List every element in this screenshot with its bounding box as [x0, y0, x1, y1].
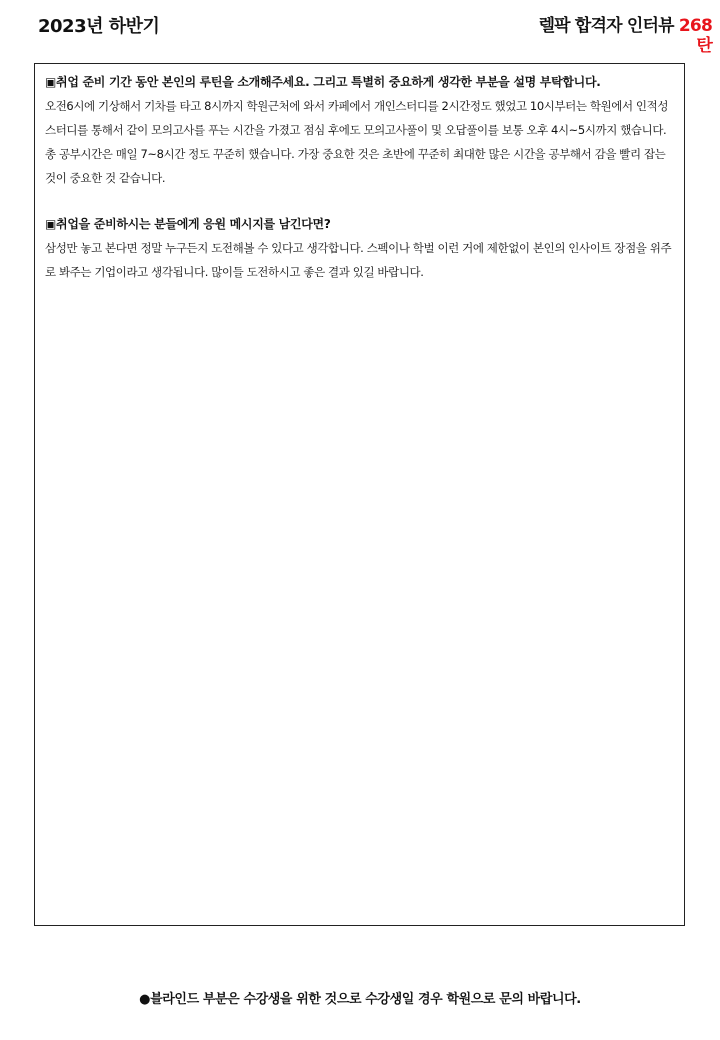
answer-routine: 오전6시에 기상해서 기차를 타고 8시까지 학원근처에 와서 카페에서 개인스터디를 2시간정도 했었고 10시부터는 학원에서 인적성 스터디를 통해서 같이 모의고사를 푸는 시간을 가졌고 점심 후에도 모의고사풀이 및 오답풀이를 보통 오후 4시~5시까지 했습니다. 총 공부시간은 매일 7~8시간 정도 꾸준히 했습니다. 가장 중요한 것은 초반에 꾸준히 최대한 많은 시간을 공부해서 감을 빨리 잡는 것이 중요한 것 같습니다.: [45, 99, 669, 185]
interview-heading: [539, 16, 712, 56]
answer-message: 삼성만 놓고 본다면 정말 누구든지 도전해볼 수 있다고 생각합니다. 스펙이나 학벌 이런 거에 제한없이 본인의 인사이트 장점을 위주로 봐주는 기업이라고 생각됩니다. 많이들 도전하시고 좋은 결과 있길 바랍니다.: [45, 241, 672, 279]
question-routine: ▣취업 준비 기간 동안 본인의 루틴을 소개해주세요. 그리고 특별히 중요하게 생각한 부분을 설명 부탁합니다.: [45, 75, 601, 89]
interview-title: 렐팍 합격자 인터뷰: [538, 16, 674, 36]
qa-section-message: [45, 212, 674, 284]
interview-content-box: [34, 63, 685, 926]
interview-number: 268: [678, 16, 712, 36]
interview-suffix: 탄: [696, 36, 712, 56]
period-title: 2023년 하반기: [38, 16, 160, 37]
footer-notice: ●블라인드 부분은 수강생을 위한 것으로 수강생일 경우 학원으로 문의 바랍니다.: [139, 992, 581, 1007]
question-message: ▣취업을 준비하시는 분들에게 응원 메시지를 남긴다면?: [45, 217, 331, 231]
qa-section-routine: [45, 70, 674, 190]
